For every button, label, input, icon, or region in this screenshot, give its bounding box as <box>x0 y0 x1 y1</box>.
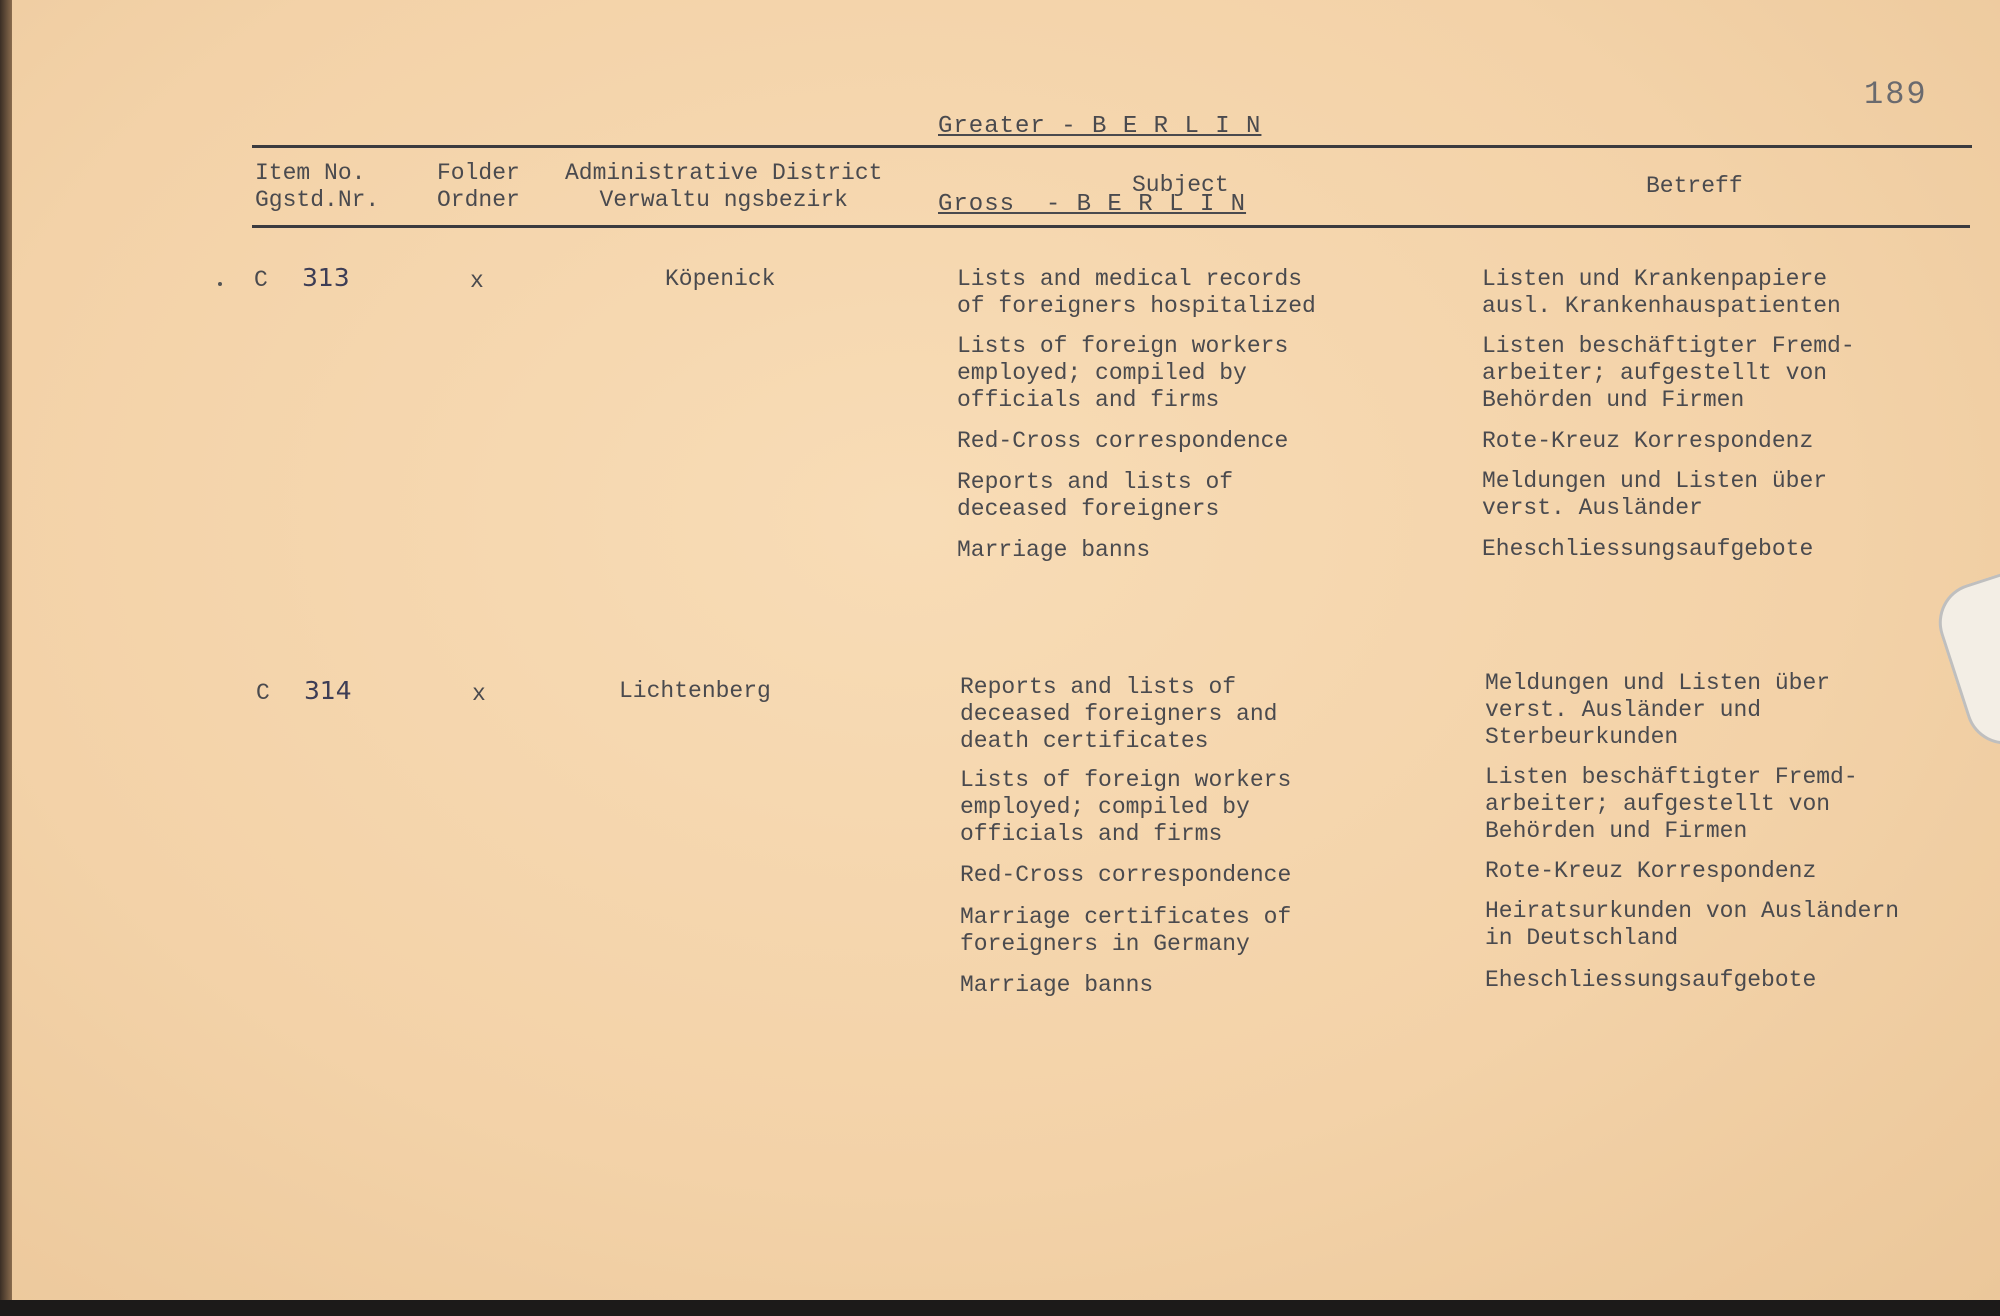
page-title <box>938 62 1261 270</box>
entry-313-district: Köpenick <box>665 266 776 292</box>
title-german: Gross - B E R L I N <box>938 191 1247 218</box>
column-header-folder-de: Ordner <box>437 187 520 213</box>
entry-313-subject-5: Marriage banns <box>957 537 1151 563</box>
column-header-betreff: Betreff <box>1646 173 1743 199</box>
column-header-item-no <box>255 160 379 214</box>
entry-314-betreff-5: Eheschliessungsaufgebote <box>1485 967 1817 993</box>
book-spine <box>0 0 12 1316</box>
column-header-district <box>565 160 882 214</box>
entry-313-subject-4: Reports and lists of deceased foreigners <box>957 469 1234 522</box>
entry-314-district: Lichtenberg <box>619 678 771 704</box>
entry-313-betreff-4: Meldungen und Listen über verst. Ausländer <box>1482 468 1828 521</box>
page-bottom-edge <box>0 1300 2000 1316</box>
entry-313-folder: x <box>470 268 484 294</box>
entry-313-betreff-1: Listen und Krankenpapiere ausl. Krankenhauspatienten <box>1482 266 1841 319</box>
page-number: 189 <box>1864 76 1928 113</box>
margin-mark <box>218 282 222 286</box>
entry-314-subject-3: Red-Cross correspondence <box>960 862 1292 888</box>
entry-313-betreff-2: Listen beschäftigter Fremd- arbeiter; aufgestellt von Behörden und Firmen <box>1482 333 1855 413</box>
header-top-rule <box>252 145 1972 148</box>
entry-314-betreff-4: Heiratsurkunden von Ausländern in Deutschland <box>1485 898 1900 951</box>
entry-314-folder: x <box>472 681 486 707</box>
entry-314-betreff-3: Rote-Kreuz Korrespondenz <box>1485 858 1817 884</box>
entry-313-subject-1: Lists and medical records of foreigners hospitalized <box>957 266 1316 319</box>
entry-313-item-number: 313 <box>302 263 350 292</box>
entry-314-betreff-1: Meldungen und Listen über verst. Ausländer und Sterbeurkunden <box>1485 670 1831 750</box>
entry-313-subject-2: Lists of foreign workers employed; compiled by officials and firms <box>957 333 1289 413</box>
entry-313-item-letter: C <box>254 267 268 293</box>
page-tab-marker <box>1928 571 2000 755</box>
column-header-district-de: Verwaltu ngsbezirk <box>599 187 848 213</box>
column-header-item-no-de: Ggstd.Nr. <box>255 187 380 213</box>
entry-314-subject-5: Marriage banns <box>960 972 1154 998</box>
column-header-subject: Subject <box>1132 172 1229 198</box>
entry-314-subject-1: Reports and lists of deceased foreigners and death certificates <box>960 674 1278 754</box>
column-header-folder <box>437 160 520 214</box>
column-header-item-no-en: Item No. <box>255 160 366 186</box>
entry-314-item-letter: C <box>256 680 270 706</box>
entry-314-subject-4: Marriage certificates of foreigners in Germany <box>960 904 1292 957</box>
header-bottom-rule <box>252 225 1970 228</box>
entry-313-betreff-3: Rote-Kreuz Korrespondenz <box>1482 428 1814 454</box>
column-header-district-en: Administrative District <box>565 160 883 186</box>
entry-313-subject-3: Red-Cross correspondence <box>957 428 1289 454</box>
document-page <box>12 0 2000 1300</box>
column-header-folder-en: Folder <box>437 160 520 186</box>
entry-314-item-number: 314 <box>304 676 352 705</box>
entry-314-betreff-2: Listen beschäftigter Fremd- arbeiter; aufgestellt von Behörden und Firmen <box>1485 764 1858 844</box>
entry-313-betreff-5: Eheschliessungsaufgebote <box>1482 536 1814 562</box>
entry-314-subject-2: Lists of foreign workers employed; compiled by officials and firms <box>960 767 1292 847</box>
title-english: Greater - B E R L I N <box>938 113 1262 140</box>
